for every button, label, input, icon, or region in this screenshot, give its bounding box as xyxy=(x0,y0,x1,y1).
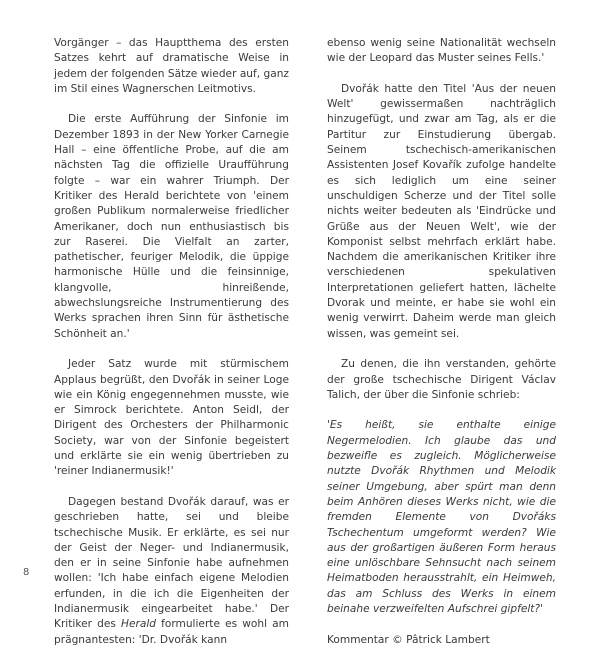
talich-quote: 'Es heißt, sie enthalte einige Negermelodien. Ich glaube das und bezweifle es zugleich. Möglicherweise nutzte Dvořák Rhythmen und Melodik seiner Umgebung, aber spürt man denn beim Anhören dieses Werks nicht, wie die fremden Elemente von Dvořáks Tschechentum umgeformt werden? Wie aus der großartigen äußeren Form heraus eine unlöschbare Sehnsucht nach seinem Heimatboden herausstrahlt, ein Heimweh, das am Schluss des Werks in einem beinahe verzweifelten Aufschrei gipfelt?' xyxy=(327,419,556,615)
herald-italic: Herald xyxy=(121,618,156,631)
left-paragraph-3: Jeder Satz wurde mit stürmischem Applaus begrüßt, den Dvořák in seiner Loge wie ein König engegennehmen musste, wie er Simrock berichtete. Anton Seidl, der Dirigent des Orchesters der Philharmonic Society, war von der Sinfonie begeistert und erklärte sie ein wenig übertrieben zu 'reiner Indianermusik!' xyxy=(54,358,289,478)
left-column xyxy=(54,36,289,663)
right-paragraph-1: ebenso wenig seine Nationalität wechseln wie der Leopard das Muster seines Fells.' xyxy=(327,37,556,65)
right-paragraph-3: Zu denen, die ihn verstanden, gehörte der große tschechische Dirigent Václav Talich, der über die Sinfonie schrieb: xyxy=(327,358,556,401)
page-number: 8 xyxy=(23,567,30,578)
left-paragraph-4-text-end: formulierte es wohl am prägnantesten: 'Dr. Dvořák kann xyxy=(54,618,289,646)
right-paragraph-2: Dvořák hatte den Titel 'Aus der neuen Welt' gewissermaßen nachträglich hinzugefügt, und zwar am Tag, als er die Partitur zur Einstudierung übergab. Seinem tschechisch-amerikanischen Assistenten Josef Kovařík zufolge handelte es sich lediglich um eine seiner unschuldigen Scherze und der Titel solle nichts weiter bedeuten als 'Eindrücke und Grüße aus der Neuen Welt', wie der Komponist selbst mehrfach erklärt habe. Nachdem die amerikanischen Kritiker ihre verschiedenen spekulativen Interpretationen geliefert hatten, lächelte Dvorak und meinte, er habe sie wohl ein wenig verwirrt. Daheim werde man gleich wissen, was gemeint sei. xyxy=(327,82,556,340)
left-paragraph-1: Vorgänger – das Hauptthema des ersten Satzes kehrt auf dramatische Weise in jedem der folgenden Sätze wieder auf, ganz im Stil eines Wagnerschen Leitmotivs. xyxy=(54,37,289,95)
left-paragraph-4-text: Dagegen bestand Dvořák darauf, was er geschrieben hatte, sei und bleibe tschechische Musik. Er erklärte, es sei nur der Geist der Neger- und Indianermusik, den er in seine Sinfonie habe aufnehmen wollen: 'Ich habe einfach eigene Melodien erfunden, in die ich die Eigenheiten der Indianermusik eingearbeitet habe.' Der Kritiker des xyxy=(54,495,289,631)
right-column xyxy=(327,36,556,663)
commentary-credit: Kommentar © Pâtrick Lambert xyxy=(327,633,490,646)
left-paragraph-4 xyxy=(54,495,289,648)
left-paragraph-2: Die erste Aufführung der Sinfonie im Dezember 1893 in der New Yorker Carnegie Hall – eine öffentliche Probe, auf die am nächsten Tag die offizielle Uraufführung folgte – war ein wahrer Triumph. Der Kritiker des Herald berichtete von 'einem großen Publikum normalerweise friedlicher Amerikaner, doch nun enthusiastisch bis zur Raserei. Die Vielfalt an zarter, pathetischer, feuriger Melodik, die üppige harmonische Hülle und die feinsinnige, klangvolle, hinreißende, abwechslungsreiche Instrumentierung des Werks sprachen ihren Sinn für ästhetische Schönheit an.' xyxy=(54,113,289,340)
